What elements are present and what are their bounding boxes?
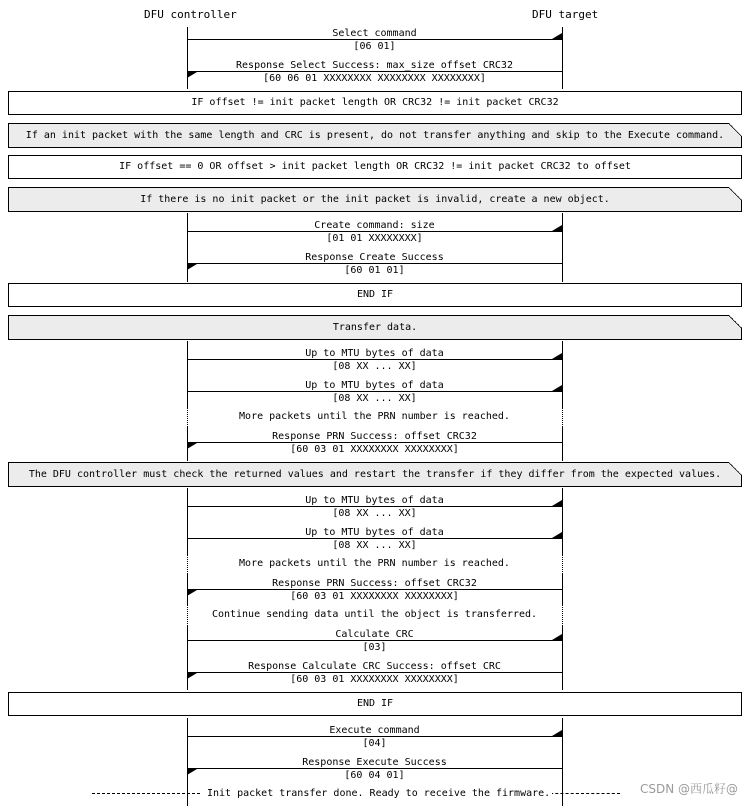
message-label: Response Select Success: max_size offset CRC32 (236, 60, 513, 71)
message-label: Response Execute Success (302, 757, 447, 768)
participant-controller: DFU controller (144, 8, 237, 21)
note-fold-icon (729, 315, 742, 328)
message-bytes: [60 06 01 XXXXXXXX XXXXXXXX XXXXXXXX] (263, 73, 486, 84)
message-label: Calculate CRC (335, 629, 414, 640)
arrow-line (187, 538, 562, 539)
divider-line-left (92, 793, 200, 794)
note-1 (8, 123, 742, 148)
arrow-head-icon (552, 730, 562, 736)
message-select-command (187, 28, 562, 54)
lifeline-target (562, 574, 563, 604)
message-calculate-crc (187, 629, 562, 655)
arrow-line (187, 71, 562, 72)
lifeline-target (562, 626, 563, 690)
message-bytes: [08 XX ... XX] (332, 393, 417, 404)
message-bytes: [06 01] (353, 41, 396, 52)
message-execute-command (187, 725, 562, 751)
message-prn-response (187, 431, 562, 457)
arrow-line (187, 39, 562, 40)
message-label: Response Create Success (305, 252, 444, 263)
arrow-line (187, 768, 562, 769)
message-mtu-data (187, 348, 562, 374)
if-block-2: IF offset == 0 OR offset > init packet length OR CRC32 != init packet CRC32 to offset (8, 155, 742, 179)
note-3 (8, 315, 742, 340)
lifeline-target (562, 27, 563, 89)
arrow-line (187, 263, 562, 264)
message-execute-response (187, 757, 562, 783)
message-mtu-data (187, 527, 562, 553)
more-packets-text: More packets until the PRN number is reached. (239, 558, 510, 569)
message-bytes: [04] (362, 738, 387, 749)
message-bytes: [08 XX ... XX] (332, 508, 417, 519)
watermark: CSDN @西瓜籽@ (639, 782, 738, 796)
if-block-1: IF offset != init packet length OR CRC32 != init packet CRC32 (8, 91, 742, 115)
arrow-line (187, 391, 562, 392)
lifeline-target (562, 554, 563, 574)
message-bytes: [60 04 01] (344, 770, 405, 781)
message-bytes: [01 01 XXXXXXXX] (326, 233, 423, 244)
note-text: The DFU controller must check the returned values and restart the transfer if they differ from the expected values. (28, 469, 722, 480)
message-label: Execute command (329, 725, 420, 736)
note-fold-icon (729, 123, 742, 136)
message-mtu-data (187, 380, 562, 406)
message-bytes: [08 XX ... XX] (332, 361, 417, 372)
arrow-head-icon (552, 353, 562, 359)
message-mtu-data (187, 495, 562, 521)
lifeline-target (562, 213, 563, 282)
message-bytes: [08 XX ... XX] (332, 540, 417, 551)
message-label: Up to MTU bytes of data (305, 527, 444, 538)
lifeline-target (562, 604, 563, 626)
participant-target: DFU target (532, 8, 599, 21)
continue-sending-text: Continue sending data until the object is transferred. (211, 609, 538, 620)
message-bytes: [60 03 01 XXXXXXXX XXXXXXXX] (290, 591, 459, 602)
message-bytes: [03] (362, 642, 387, 653)
message-label: Create command: size (314, 220, 435, 231)
note-4 (8, 462, 742, 487)
arrow-head-icon (552, 500, 562, 506)
note-text: Transfer data. (332, 322, 418, 333)
message-create-command (187, 220, 562, 246)
arrow-line (187, 736, 562, 737)
lifeline-target (562, 427, 563, 461)
message-label: Response PRN Success: offset CRC32 (272, 431, 477, 442)
message-label: Select command (332, 28, 417, 39)
lifeline-target (562, 341, 563, 407)
endif-block-1: END IF (8, 283, 742, 307)
note-fold-icon (729, 462, 742, 475)
arrow-head-icon (552, 225, 562, 231)
arrow-line (187, 231, 562, 232)
note-text: If an init packet with the same length and CRC is present, do not transfer anything and skip to the Execute command. (25, 130, 725, 141)
arrow-head-icon (552, 33, 562, 39)
lifeline-target (562, 407, 563, 427)
note-fold-icon (729, 187, 742, 200)
message-label: Up to MTU bytes of data (305, 380, 444, 391)
note-2 (8, 187, 742, 212)
message-prn-response (187, 578, 562, 604)
arrow-line (187, 442, 562, 443)
arrow-head-icon (552, 634, 562, 640)
arrow-line (187, 589, 562, 590)
endif-block-2: END IF (8, 692, 742, 716)
divider-line-right (545, 793, 620, 794)
message-calculate-crc-response (187, 661, 562, 687)
arrow-line (187, 672, 562, 673)
final-divider-text: Init packet transfer done. Ready to receive the firmware. (207, 788, 551, 799)
message-bytes: [60 01 01] (344, 265, 405, 276)
arrow-line (187, 359, 562, 360)
more-packets-text: More packets until the PRN number is reached. (239, 411, 510, 422)
message-label: Up to MTU bytes of data (305, 495, 444, 506)
arrow-head-icon (552, 385, 562, 391)
arrow-line (187, 506, 562, 507)
message-bytes: [60 03 01 XXXXXXXX XXXXXXXX] (290, 674, 459, 685)
message-label: Up to MTU bytes of data (305, 348, 444, 359)
message-select-response (187, 60, 562, 86)
arrow-head-icon (552, 532, 562, 538)
lifeline-target (562, 488, 563, 554)
message-label: Response PRN Success: offset CRC32 (272, 578, 477, 589)
message-bytes: [60 03 01 XXXXXXXX XXXXXXXX] (290, 444, 459, 455)
message-label: Response Calculate CRC Success: offset CRC (248, 661, 501, 672)
arrow-line (187, 640, 562, 641)
message-create-response (187, 252, 562, 278)
note-text: If there is no init packet or the init packet is invalid, create a new object. (140, 194, 610, 205)
